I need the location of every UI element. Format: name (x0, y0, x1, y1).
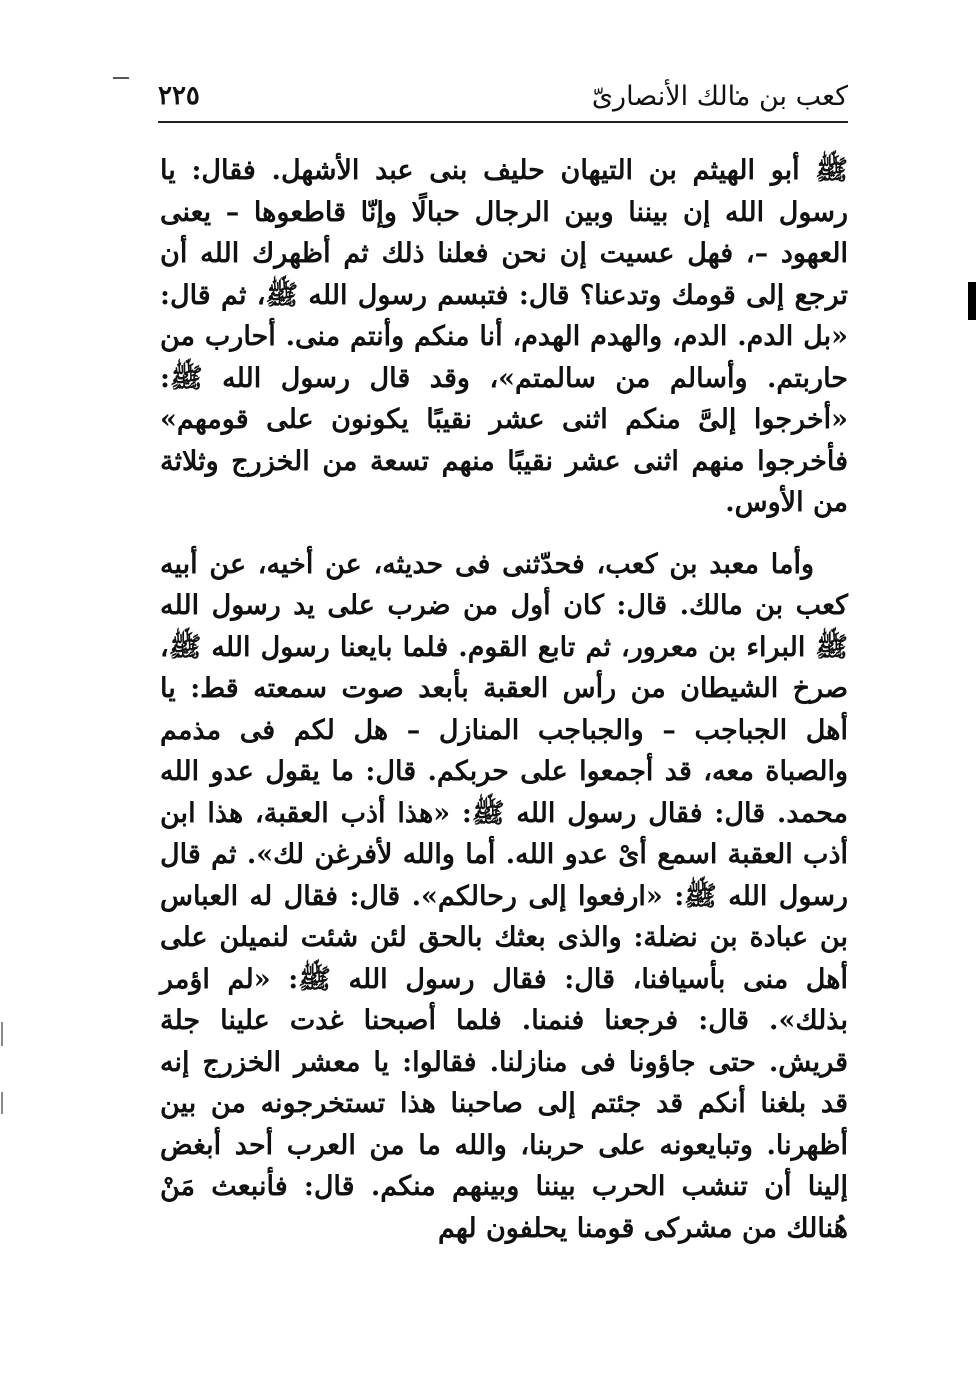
scan-edge-tick (1, 1092, 3, 1114)
scan-edge-mark (968, 282, 976, 320)
page-number: ٢٢٥ (158, 81, 200, 111)
running-title: كعب بن مالك الأنصارىّ (591, 80, 848, 112)
body-text (160, 150, 848, 1249)
paragraph-1: ﷺ أبو الهيثم بن التيهان حليف بنى عبد الأشهل. فقال: يا رسول الله إن بيننا وبين الرجال حبالًا وإنّا قاطعوها – يعنى العهود –، فهل عسيت إن نحن فعلنا ذلك ثم أظهرك الله أن ترجع إلى قومك وتدعنا؟ قال: فتبسم رسول الله ﷺ، ثم قال: «بل الدم. الدم، والهدم الهدم، أنا منكم وأنتم منى. أحارب من حاربتم. وأسالم من سالمتم»، وقد قال رسول الله ﷺ: «أخرجوا إلىَّ منكم اثنى عشر نقيبًا يكونون على قومهم» فأخرجوا منهم اثنى عشر نقيبًا منهم تسعة من الخزرج وثلاثة من الأوس. (160, 155, 848, 518)
paragraph-2: وأما معبد بن كعب، فحدّثنى فى حديثه، عن أخيه، عن أبيه كعب بن مالك. قال: كان أول من ضرب على يد رسول الله ﷺ البراء بن معرور، ثم تابع القوم. فلما بايعنا رسول الله ﷺ، صرخ الشيطان من رأس العقبة بأبعد صوت سمعته قط: يا أهل الجباجب – والجباجب المنازل – هل لكم فى مذمم والصباة معه، قد أجمعوا على حربكم. قال: ما يقول عدو الله محمد. قال: فقال رسول الله ﷺ: «هذا أذب العقبة، هذا ابن أذب العقبة اسمع أىْ عدو الله. أما والله لأفرغن لك». ثم قال رسول الله ﷺ: «ارفعوا إلى رحالكم». قال: فقال له العباس بن عبادة بن نضلة: والذى بعثك بالحق لئن شئت لنميلن على أهل منى بأسيافنا، قال: فقال رسول الله ﷺ: «لم اؤمر بذلك». قال: فرجعنا فنمنا. فلما أصبحنا غدت علينا جلة قريش. حتى جاؤونا فى منازلنا. فقالوا: يا معشر الخزرج إنه قد بلغنا أنكم قد جئتم إلى صاحبنا هذا تستخرجونه من بين أظهرنا. وتبايعونه على حربنا، والله ما من العرب أحد أبغض إلينا أن تنشب الحرب بيننا وبينهم منكم. قال: فأنبعث مَنْ هُنالك من مشركى قومنا يحلفون لهم (160, 548, 848, 1244)
scan-edge-tick (1, 1022, 3, 1046)
running-header (158, 76, 848, 116)
scan-mark (113, 77, 129, 79)
header-rule (158, 121, 848, 123)
